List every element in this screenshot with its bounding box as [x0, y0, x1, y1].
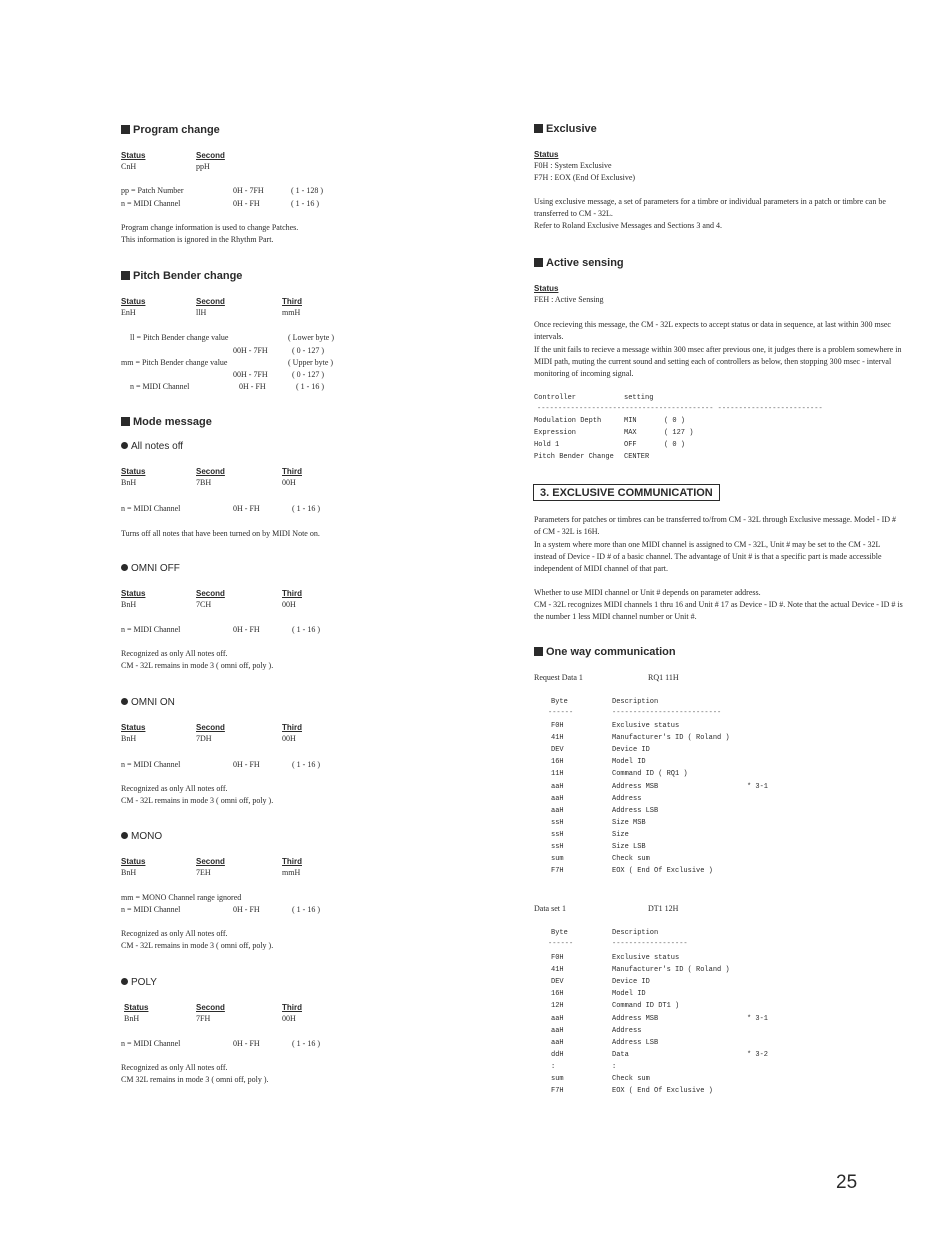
exclusive-line-1: F0H : System Exclusive: [534, 161, 612, 170]
byte-cell: 41H: [551, 734, 564, 743]
bullet-dot-icon: [121, 832, 128, 839]
rq1-code: RQ1 11H: [648, 673, 679, 682]
status-label: Status: [121, 589, 146, 598]
dash-short: ------: [548, 940, 574, 948]
description-cell: Check sum: [612, 855, 650, 864]
second-value: llH: [196, 308, 207, 317]
n-label: n = MIDI Channel: [121, 199, 181, 208]
square-bullet-icon: [121, 271, 130, 280]
mm-label: mm = Pitch Bender change value: [121, 358, 228, 367]
dash-long: ------------------: [612, 940, 688, 948]
third-value: 00H: [282, 600, 296, 609]
byte-cell: aaH: [551, 782, 564, 791]
byte-cell: DEV: [551, 978, 564, 987]
bullet-dot-icon: [121, 564, 128, 571]
status-label: Status: [121, 857, 146, 866]
bullet-dot-icon: [121, 978, 128, 985]
program-note-2: This information is ignored in the Rhythm Part.: [121, 235, 274, 244]
dt1-code: DT1 12H: [648, 904, 679, 913]
exclusive-para-1: Using exclusive message, a set of parameters for a timbre or individual parameters in a patch or timbre can be transferred to CM - 32L.: [534, 197, 886, 218]
n-dec: ( 1 - 16 ): [292, 905, 320, 914]
title-text: OMNI ON: [131, 697, 175, 708]
byte-header: Byte: [551, 698, 568, 706]
ll-range: 00H - 7FH: [233, 346, 268, 355]
n-range: 0H - FH: [233, 625, 260, 634]
status-label: Status: [121, 467, 146, 476]
description-cell: Address MSB: [612, 1014, 659, 1023]
n-dec: ( 1 - 16 ): [292, 504, 320, 513]
mm-byte: ( Upper byte ): [288, 358, 334, 367]
byte-cell: ssH: [551, 830, 564, 839]
byte-header: Byte: [551, 929, 568, 937]
n-dec: ( 1 - 16 ): [296, 382, 324, 391]
n-label: n = MIDI Channel: [121, 625, 181, 634]
description-cell: EOX ( End Of Exclusive ): [612, 1087, 713, 1096]
n-label: n = MIDI Channel: [121, 1039, 181, 1048]
third-value: 00H: [282, 1014, 296, 1023]
title-text: MONO: [131, 831, 163, 842]
ll-byte: ( Lower byte ): [288, 333, 334, 342]
exclusive-line-2: F7H : EOX (End Of Exclusive): [534, 173, 636, 182]
table-dash-line: ------------------------------------------ -------------------------: [537, 405, 823, 413]
byte-cell: 16H: [551, 758, 564, 767]
note-ref: * 3-1: [747, 782, 769, 791]
mode-message-heading: [121, 416, 212, 428]
n-dec: ( 1 - 16 ): [292, 1039, 320, 1048]
byte-cell: aaH: [551, 1038, 564, 1047]
description-cell: Exclusive status: [612, 954, 680, 962]
mm-dec: ( 0 - 127 ): [292, 370, 324, 379]
byte-cell: ddH: [551, 1050, 564, 1059]
byte-cell: F7H: [551, 1087, 564, 1096]
third-label: Third: [282, 1003, 302, 1012]
excomm-para-3: Whether to use MIDI channel or Unit # depends on parameter address.: [534, 588, 761, 597]
third-value: mmH: [282, 308, 301, 317]
omni-off-note-2: CM - 32L remains in mode 3 ( omni off, poly ).: [121, 661, 274, 670]
description-cell: Manufacturer's ID ( Roland ): [612, 734, 730, 743]
description-cell: Address LSB: [612, 806, 659, 815]
one-way-heading: [534, 646, 676, 658]
n-label: n = MIDI Channel: [130, 382, 190, 391]
description-cell: Size LSB: [612, 843, 646, 851]
n-label: n = MIDI Channel: [121, 760, 181, 769]
description-cell: Address LSB: [612, 1038, 659, 1047]
third-label: Third: [282, 297, 302, 306]
omni-off-title: [121, 563, 180, 574]
mono-title: [121, 831, 162, 842]
status-value: CnH: [121, 162, 137, 171]
byte-cell: DEV: [551, 746, 564, 755]
byte-cell: aaH: [551, 1014, 564, 1023]
description-cell: Device ID: [612, 746, 650, 755]
pp-range: 0H - 7FH: [233, 186, 264, 195]
second-label: Second: [196, 151, 225, 160]
controller-value: ( 0 ): [664, 417, 686, 425]
controller-name: Hold 1: [534, 441, 560, 449]
mono-note-2: CM - 32L remains in mode 3 ( omni off, poly ).: [121, 941, 274, 950]
byte-cell: 41H: [551, 966, 564, 975]
n-range: 0H - FH: [233, 1039, 260, 1048]
byte-cell: F7H: [551, 867, 564, 876]
byte-cell: ssH: [551, 818, 564, 827]
n-label: n = MIDI Channel: [121, 905, 181, 914]
square-bullet-icon: [534, 124, 543, 133]
title-text: All notes off: [131, 441, 184, 452]
heading-text: Exclusive: [546, 123, 597, 135]
program-change-heading: [121, 124, 220, 136]
heading-text: One way communication: [546, 646, 676, 658]
active-sensing-para-2: If the unit fails to recieve a message within 300 msec after previous one, it judges there is a problem somewhere in MIDI path, muting the current sound and setting each of controllers as below, then stopping 300 msec - interval monitoring of incoming signal.: [534, 345, 902, 378]
note-ref: * 3-1: [747, 1014, 769, 1023]
byte-cell: 11H: [551, 770, 564, 779]
status-value: BnH: [121, 734, 137, 743]
excomm-para-1: Parameters for patches or timbres can be transferred to/from CM - 32L through Exclusive message. Model - ID # of CM - 32L is 16H.: [534, 515, 897, 536]
description-header: Description: [612, 929, 659, 937]
square-bullet-icon: [121, 125, 130, 134]
controller-name: Pitch Bender Change: [534, 453, 614, 461]
exclusive-heading: [534, 123, 597, 135]
heading-text: Active sensing: [546, 257, 624, 269]
excomm-para-4: CM - 32L recognizes MIDI channels 1 thru 16 and Unit # 17 as Device - ID #. Note that the actual Device - ID # is the number 1 less MIDI channel number or Unit #.: [534, 600, 903, 621]
description-cell: Size: [612, 830, 629, 839]
bullet-dot-icon: [121, 698, 128, 705]
active-sensing-line: FEH : Active Sensing: [534, 295, 604, 304]
status-value: BnH: [124, 1014, 140, 1023]
byte-cell: ssH: [551, 843, 564, 851]
second-label: Second: [196, 857, 225, 866]
omni-on-title: [121, 697, 175, 708]
third-label: Third: [282, 589, 302, 598]
poly-note-2: CM 32L remains in mode 3 ( omni off, poly ).: [121, 1075, 269, 1084]
description-cell: Command ID DT1 ): [612, 1002, 680, 1011]
controller-setting: MIN: [624, 417, 637, 425]
second-label: Second: [196, 467, 225, 476]
omni-on-note-2: CM - 32L remains in mode 3 ( omni off, poly ).: [121, 796, 274, 805]
controller-setting: OFF: [624, 441, 637, 449]
description-cell: Model ID: [612, 758, 646, 767]
controller-name: Modulation Depth: [534, 417, 602, 425]
second-value: 7EH: [196, 868, 211, 877]
n-range: 0H - FH: [233, 905, 260, 914]
byte-cell: aaH: [551, 794, 564, 803]
note-ref: * 3-2: [747, 1050, 769, 1059]
byte-cell: :: [551, 1062, 556, 1071]
all-notes-off-title: [121, 441, 183, 452]
omni-off-note-1: Recognized as only All notes off.: [121, 649, 228, 658]
n-range: 0H - FH: [233, 199, 260, 208]
second-value: 7FH: [196, 1014, 211, 1023]
description-cell: Address: [612, 1026, 642, 1035]
controller-name: Expression: [534, 429, 577, 437]
byte-cell: F0H: [551, 954, 564, 962]
second-value: 7DH: [196, 734, 212, 743]
pp-dec: ( 1 - 128 ): [291, 186, 323, 195]
byte-cell: aaH: [551, 806, 564, 815]
mm-note: mm = MONO Channel range ignored: [121, 893, 242, 902]
second-label: Second: [196, 1003, 225, 1012]
status-label: Status: [121, 297, 146, 306]
third-value: 00H: [282, 478, 296, 487]
square-bullet-icon: [534, 258, 543, 267]
second-value: 7BH: [196, 478, 212, 487]
second-label: Second: [196, 589, 225, 598]
description-cell: Size MSB: [612, 818, 646, 827]
byte-cell: sum: [551, 1075, 564, 1083]
active-sensing-heading: [534, 257, 624, 269]
heading-text: Mode message: [133, 416, 212, 428]
n-dec: ( 1 - 16 ): [292, 760, 320, 769]
exclusive-communication-heading: 3. EXCLUSIVE COMMUNICATION: [533, 484, 720, 501]
description-cell: Manufacturer's ID ( Roland ): [612, 966, 730, 975]
ll-label: ll = Pitch Bender change value: [130, 333, 229, 342]
pitch-bender-heading: [121, 270, 242, 282]
dt1-title: Data set 1: [534, 904, 566, 913]
mm-range: 00H - 7FH: [233, 370, 268, 379]
status-label: Status: [121, 723, 146, 732]
byte-cell: aaH: [551, 1026, 564, 1035]
description-cell: Model ID: [612, 990, 646, 999]
description-cell: Address MSB: [612, 782, 659, 791]
byte-cell: sum: [551, 855, 564, 864]
heading-text: Program change: [133, 124, 220, 136]
program-note-1: Program change information is used to change Patches.: [121, 223, 299, 232]
excomm-para-2: In a system where more than one MIDI channel is assigned to CM - 32L, Unit # may be set to the CM - 32L instead of Device - ID # of a basic channel. The advantage of Unit # is that a specific part is made accessible independent of MIDI channel of that part.: [534, 540, 882, 573]
controller-value: ( 127 ): [664, 429, 694, 437]
n-range: 0H - FH: [233, 760, 260, 769]
description-cell: Address: [612, 794, 642, 803]
status-value: BnH: [121, 600, 137, 609]
pp-label: pp = Patch Number: [121, 186, 184, 195]
third-value: mmH: [282, 868, 301, 877]
n-range: 0H - FH: [233, 504, 260, 513]
description-cell: Command ID ( RQ1 ): [612, 770, 688, 779]
dash-short: ------: [548, 709, 574, 717]
ll-dec: ( 0 - 127 ): [292, 346, 324, 355]
second-value: ppH: [196, 162, 210, 171]
square-bullet-icon: [121, 417, 130, 426]
description-cell: Check sum: [612, 1075, 650, 1083]
status-label: Status: [534, 150, 559, 159]
status-label: Status: [534, 284, 559, 293]
poly-note-1: Recognized as only All notes off.: [121, 1063, 228, 1072]
byte-cell: 12H: [551, 1002, 564, 1011]
rq1-title: Request Data 1: [534, 673, 583, 682]
n-label: n = MIDI Channel: [121, 504, 181, 513]
bullet-dot-icon: [121, 442, 128, 449]
mono-note-1: Recognized as only All notes off.: [121, 929, 228, 938]
third-label: Third: [282, 467, 302, 476]
description-cell: Data: [612, 1050, 629, 1059]
third-label: Third: [282, 723, 302, 732]
second-label: Second: [196, 297, 225, 306]
title-text: OMNI OFF: [131, 563, 180, 574]
description-header: Description: [612, 698, 659, 706]
heading-text: Pitch Bender change: [133, 270, 243, 282]
title-text: POLY: [131, 977, 157, 988]
third-value: 00H: [282, 734, 296, 743]
status-value: BnH: [121, 868, 137, 877]
third-label: Third: [282, 857, 302, 866]
poly-title: [121, 977, 157, 988]
n-range: 0H - FH: [239, 382, 266, 391]
exclusive-para-2: Refer to Roland Exclusive Messages and Sections 3 and 4.: [534, 221, 722, 230]
description-cell: Device ID: [612, 978, 650, 987]
status-label: Status: [121, 151, 146, 160]
dash-long: --------------------------: [612, 709, 722, 717]
description-cell: Exclusive status: [612, 722, 680, 730]
n-dec: ( 1 - 16 ): [292, 625, 320, 634]
status-label: Status: [124, 1003, 149, 1012]
all-notes-off-note: Turns off all notes that have been turned on by MIDI Note on.: [121, 529, 320, 538]
description-cell: EOX ( End Of Exclusive ): [612, 867, 713, 876]
status-value: BnH: [121, 478, 137, 487]
controller-setting: MAX: [624, 429, 637, 437]
setting-header: setting: [624, 394, 654, 402]
square-bullet-icon: [534, 647, 543, 656]
second-value: 7CH: [196, 600, 212, 609]
byte-cell: 16H: [551, 990, 564, 999]
byte-cell: F0H: [551, 722, 564, 730]
controller-header: Controller: [534, 394, 577, 402]
controller-value: ( 0 ): [664, 441, 686, 449]
n-dec: ( 1 - 16 ): [291, 199, 319, 208]
controller-setting: CENTER: [624, 453, 650, 461]
second-label: Second: [196, 723, 225, 732]
page-number: 25: [836, 1172, 858, 1193]
active-sensing-para-1: Once recieving this message, the CM - 32L expects to accept status or data in sequence, at last within 300 msec intervals.: [534, 320, 891, 341]
status-value: EnH: [121, 308, 136, 317]
omni-on-note-1: Recognized as only All notes off.: [121, 784, 228, 793]
description-cell: :: [612, 1062, 617, 1071]
